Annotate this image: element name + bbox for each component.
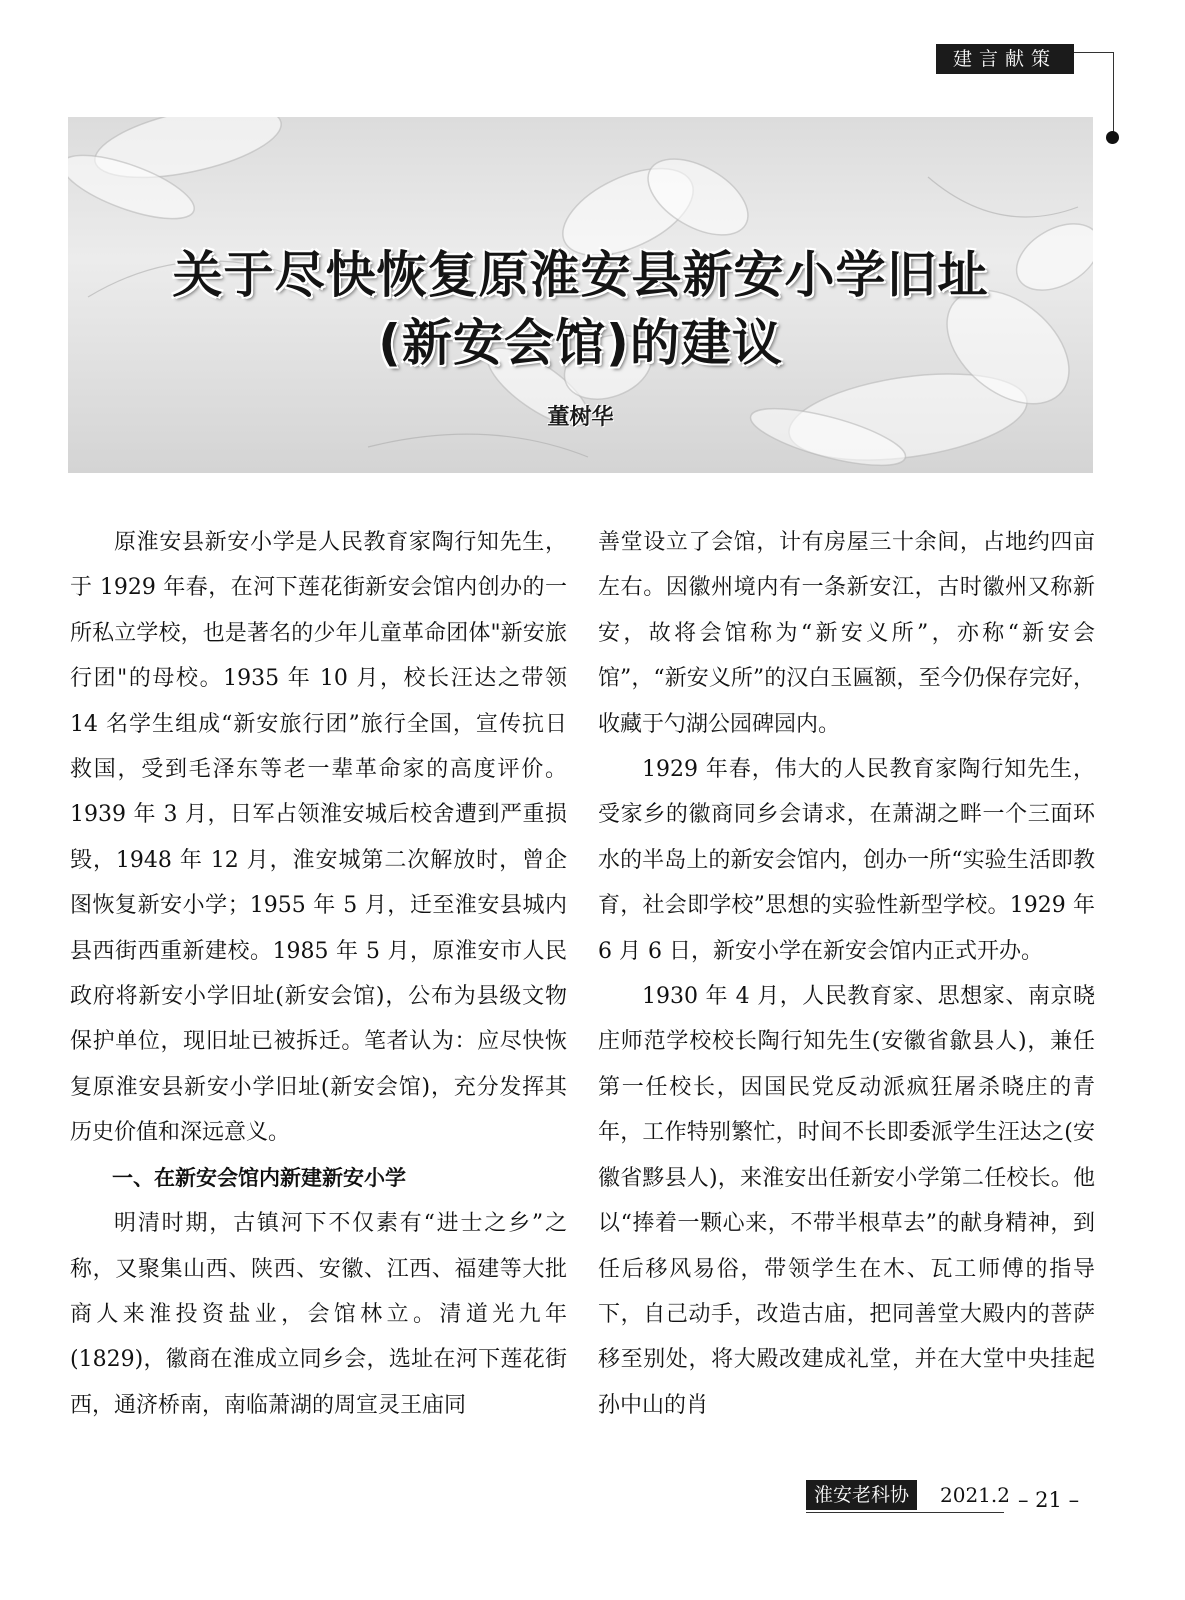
paragraph: 明清时期，古镇河下不仅素有“进士之乡”之称，又聚集山西、陕西、安徽、江西、福建等大批商人来淮投资盐业，会馆林立。清道光九年(1829)，徽商在淮成立同乡会，选址在河下莲花街西，通济桥南，南临萧湖的周宣灵王庙同 bbox=[70, 1211, 567, 1418]
footer-journal-name: 淮安老科协 bbox=[806, 1480, 917, 1510]
body-column-left bbox=[70, 520, 567, 1428]
header-dot bbox=[1106, 131, 1119, 144]
paragraph: 原淮安县新安小学是人民教育家陶行知先生，于 1929 年春，在河下莲花街新安会馆内创办的一所私立学校，也是著名的少年儿童革命团体"新安旅行团"的母校。1935 年 10 月，校长汪达之带领 14 名学生组成“新安旅行团”旅行全国，宣传抗日救国，受到毛泽东等老一辈革命家的高度评价。1939 年 3 月，日军占领淮安城后校舍遭到严重损毁，1948 年 12 月，淮安城第二次解放时，曾企图恢复新安小学；1955 年 5 月，迁至淮安县城内县西街西重新建校。1985 年 5 月，原淮安市人民政府将新安小学旧址(新安会馆)，公布为县级文物保护单位，现旧址已被拆迁。笔者认为：应尽快恢复原淮安县新安小学旧址(新安会馆)，充分发挥其历史价值和深远意义。 bbox=[70, 530, 567, 1146]
footer-rule bbox=[806, 1512, 1004, 1513]
article-author: 董树华 bbox=[547, 405, 614, 430]
header-rule-vertical bbox=[1113, 52, 1114, 132]
header-rule-horizontal bbox=[1074, 52, 1114, 53]
body-column-right bbox=[598, 520, 1095, 1428]
section-heading: 一、在新安会馆内新建新安小学 bbox=[112, 1165, 406, 1190]
paragraph: 1930 年 4 月，人民教育家、思想家、南京晓庄师范学校校长陶行知先生(安徽省歙县人)，兼任第一任校长，因国民党反动派疯狂屠杀晓庄的青年，工作特别繁忙，时间不长即委派学生汪达之(安徽省黟县人)，来淮安出任新安小学第二任校长。他以“捧着一颗心来，不带半根草去”的献身精神，到任后移风易俗，带领学生在木、瓦工师傅的指导下，自己动手，改造古庙，把同善堂大殿内的菩萨移至别处，将大殿改建成礼堂，并在大堂中央挂起孙中山的肖 bbox=[598, 984, 1095, 1418]
page-number: – 21 – bbox=[1018, 1488, 1080, 1512]
article-title-line-1: 关于尽快恢复原淮安县新安小学旧址 bbox=[172, 246, 989, 304]
paragraph-continuation: 善堂设立了会馆，计有房屋三十余间，占地约四亩左右。因徽州境内有一条新安江，古时徽州又称新安，故将会馆称为“新安义所”，亦称“新安会馆”，“新安义所”的汉白玉匾额，至今仍保存完好，收藏于勺湖公园碑园内。 bbox=[598, 530, 1095, 737]
section-tag: 建言献策 bbox=[936, 44, 1074, 74]
title-banner bbox=[68, 117, 1093, 473]
footer-issue: 2021.2 bbox=[940, 1483, 1010, 1507]
paragraph: 1929 年春，伟大的人民教育家陶行知先生，受家乡的徽商同乡会请求，在萧湖之畔一个三面环水的半岛上的新安会馆内，创办一所“实验生活即教育，社会即学校”思想的实验性新型学校。1929 年 6 月 6 日，新安小学在新安会馆内正式开办。 bbox=[598, 757, 1095, 964]
article-title-line-2: (新安会馆)的建议 bbox=[378, 314, 783, 372]
